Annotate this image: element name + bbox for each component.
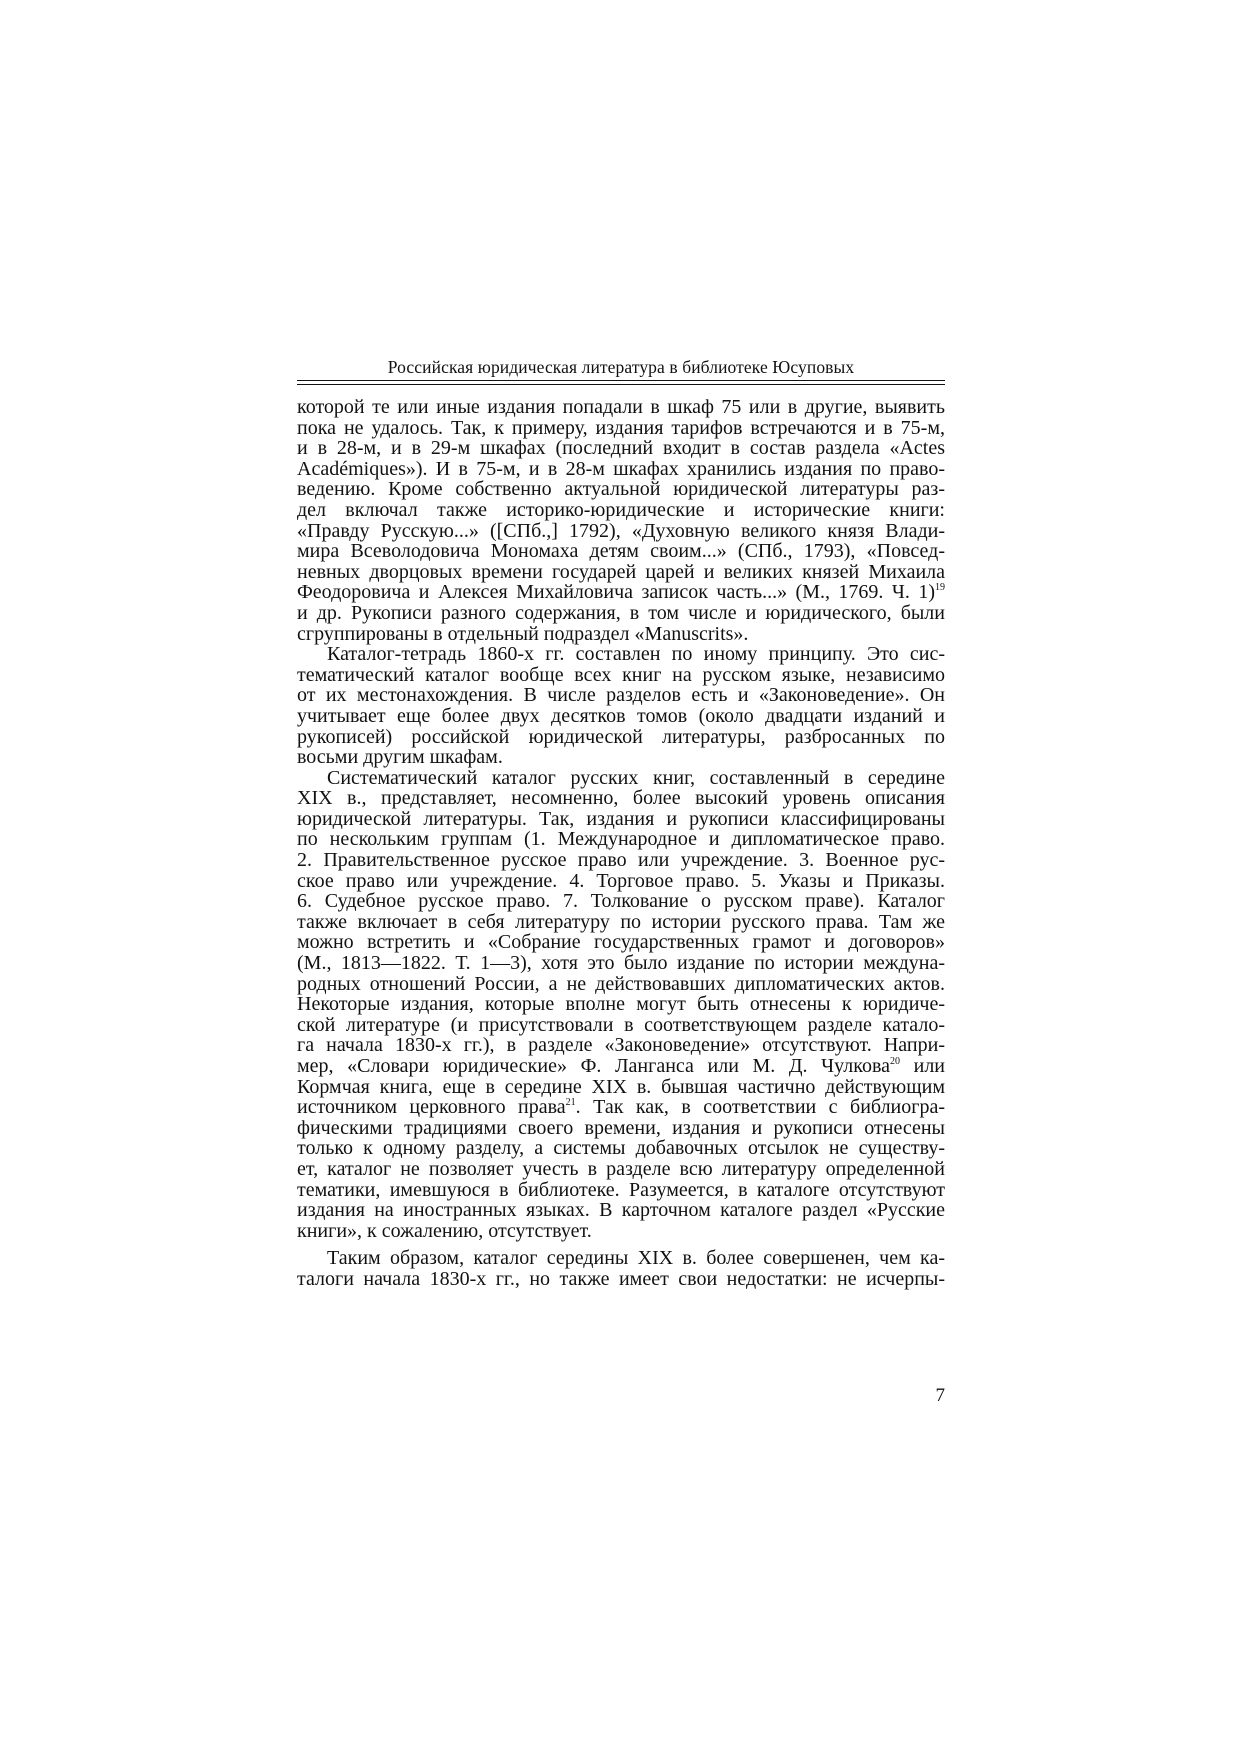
text-line: Систематический каталог русских книг, составленный в середине: [327, 766, 945, 789]
body-text: [297, 397, 945, 1290]
text-line: книги», к сожалению, отсутствует.: [297, 1219, 592, 1242]
text-line: учитывает еще более двух десятков томов (около двадцати изданий и: [297, 704, 945, 727]
header-double-rule: [297, 380, 945, 385]
text-line: мира Всеволодовича Мономаха детям своим...» (СПб., 1793), «Повсед-: [297, 540, 945, 563]
text-line: можно встретить и «Собрание государственных грамот и договоров»: [297, 931, 945, 954]
text-line: юридической литературы. Так, издания и рукописи классифицированы: [297, 807, 945, 830]
text-line: по нескольким группам (1. Международное и дипломатическое право.: [297, 828, 945, 851]
text-line: талоги начала 1830-х гг., но также имеет свои недостатки: не исчерпы-: [297, 1267, 945, 1290]
text-segment: мер, «Словари юридические» Ф. Ланганса или М. Д. Чулкова: [297, 1055, 891, 1077]
paragraph: [297, 644, 945, 768]
text-line: от их местонахождения. В числе разделов есть и «Законоведение». Он: [297, 684, 945, 707]
text-line: Каталог-тетрадь 1860-х гг. составлен по иному принципу. Это сис-: [327, 643, 945, 666]
text-line: пока не удалось. Так, к примеру, издания тарифов встречаются и в 75-м,: [297, 416, 945, 439]
text-line: и др. Рукописи разного содержания, в том числе и юридического, были: [297, 601, 945, 624]
text-line: издания на иностранных языках. В карточном каталоге раздел «Русские: [297, 1199, 945, 1222]
text-line: (М., 1813—1822. Т. 1—3), хотя это было издание по истории междуна-: [297, 952, 945, 975]
text-line: тематический каталог вообще всех книг на русском языке, независимо: [297, 663, 945, 686]
text-line: сгруппированы в отдельный подраздел «Manuscrits».: [297, 622, 749, 645]
text-line: [297, 582, 945, 603]
text-line: Таким образом, каталог середины XIX в. более совершенен, чем ка-: [327, 1247, 945, 1270]
text-line: фическими традициями своего времени, издания и рукописи отнесены: [297, 1116, 945, 1139]
text-line: га начала 1830-х гг.), в разделе «Законоведение» отсутствуют. Напри-: [297, 1034, 945, 1057]
footnote-ref: 20: [890, 1056, 901, 1067]
text-line: ской литературе (и присутствовали в соответствующем разделе катало-: [297, 1013, 945, 1036]
text-line: 6. Судебное русское право. 7. Толкование о русском праве). Каталог: [297, 890, 945, 913]
text-segment: или: [900, 1055, 946, 1077]
paragraph: [297, 768, 945, 1242]
text-line: ское право или учреждение. 4. Торговое право. 5. Указы и Приказы.: [297, 869, 945, 892]
text-line: только к одному разделу, а системы добавочных отсылок не существу-: [297, 1137, 945, 1160]
text-line: родных отношений России, а не действовавших дипломатических актов.: [297, 972, 945, 995]
text-line: рукописей) российской юридической литературы, разбросанных по: [297, 725, 945, 748]
text-line: которой те или иные издания попадали в шкаф 75 или в другие, выявить: [297, 396, 945, 418]
footnote-ref: 19: [935, 582, 945, 594]
text-segment: . Так как, в соответствии с библиогра-: [575, 1096, 945, 1119]
paragraph: [297, 397, 945, 644]
text-segment: источником церковного права: [297, 1096, 566, 1119]
text-line: Кормчая книга, еще в середине XIX в. бывшая частично действующим: [297, 1075, 945, 1098]
text-line: Académiques»). И в 75-м, и в 28-м шкафах хранились издания по право-: [297, 457, 945, 480]
text-line: дел включал также историко-юридические и исторические книги:: [297, 498, 945, 521]
text-line: и в 28-м, и в 29-м шкафах (последний входит в состав раздела «Actes: [297, 437, 945, 460]
paragraph: [297, 1248, 945, 1289]
text-line: «Правду Русскую...» ([СПб.,] 1792), «Духовную великого князя Влади-: [297, 519, 945, 542]
text-line: ет, каталог не позволяет учесть в разделе всю литературу определенной: [297, 1157, 945, 1180]
text-line: [297, 1056, 945, 1077]
text-line: тематики, имевшуюся в библиотеке. Разумеется, в каталоге отсутствуют: [297, 1178, 945, 1201]
footnote-ref: 21: [565, 1097, 576, 1109]
text-segment: Феодоровича и Алексея Михайловича записок часть...» (М., 1769. Ч. 1): [297, 581, 935, 604]
page-number: 7: [935, 1385, 945, 1406]
text-line: XIX в., представляет, несомненно, более высокий уровень описания: [297, 787, 945, 810]
text-line: восьми другим шкафам.: [297, 746, 503, 769]
text-line: 2. Правительственное русское право или учреждение. 3. Военное рус-: [297, 849, 945, 872]
text-line: ведению. Кроме собственно актуальной юридической литературы раз-: [297, 478, 945, 501]
text-line: также включает в себя литературу по истории русского права. Там же: [297, 910, 945, 933]
text-line: Некоторые издания, которые вполне могут быть отнесены к юридиче-: [297, 993, 945, 1016]
text-line: невных дворцовых времени государей царей и великих князей Михаила: [297, 560, 945, 583]
running-header: Российская юридическая литература в библиотеке Юсуповых: [387, 357, 855, 377]
text-line: [297, 1097, 945, 1118]
